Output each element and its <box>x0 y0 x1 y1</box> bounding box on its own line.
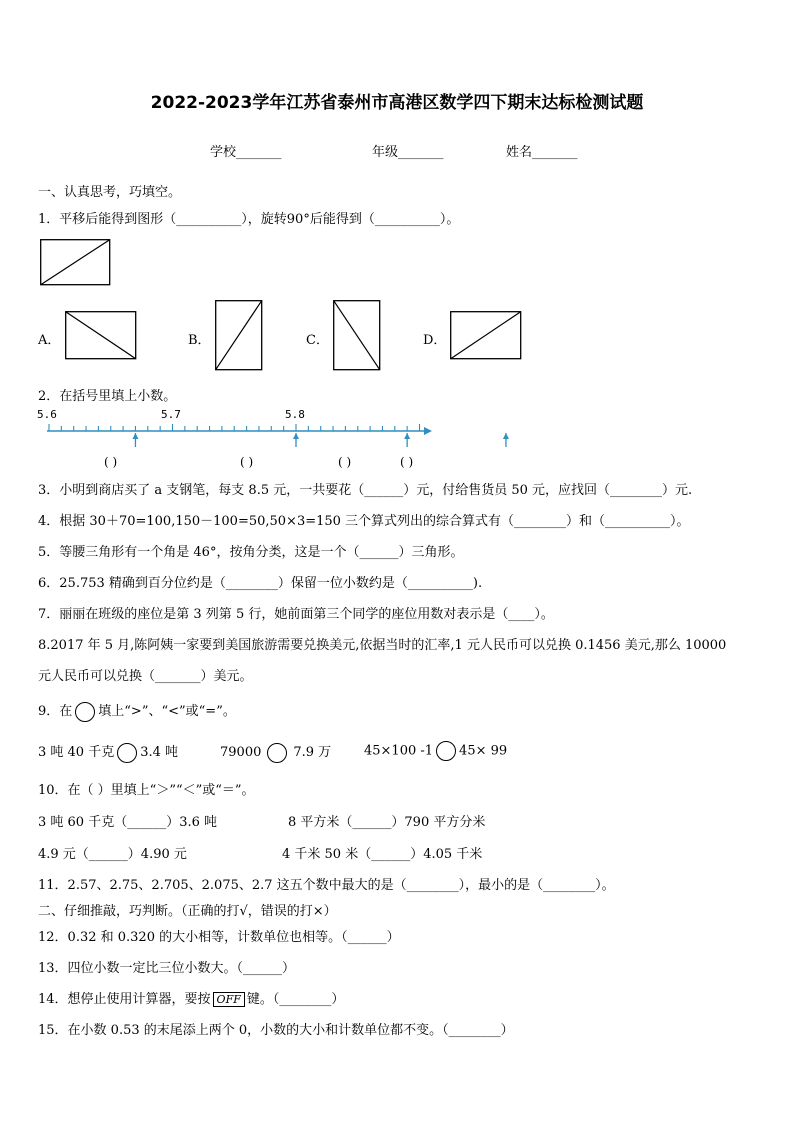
question-9-suffix: 填上“>”、“<”或“=”。 <box>98 704 236 719</box>
option-d-label: D． <box>423 333 447 348</box>
question-6: 6．25.753 精确到百分位约是（________）保留一位小数约是（__________). <box>38 576 483 591</box>
option-b-label: B． <box>188 333 211 348</box>
question-4: 4．根据 30＋70=100,150－100=50,50×3=150 三个算式列出的综合算式有（________）和（__________）。 <box>38 514 690 529</box>
grade-field[interactable]: 年级_______ <box>372 145 444 160</box>
page-title: 2022-2023学年江苏省泰州市高港区数学四下期末达标检测试题 <box>150 93 644 113</box>
q10-item-1: 3 吨 60 千克（______）3.6 吨 <box>38 815 218 830</box>
numberline-arrowhead-icon <box>424 427 432 435</box>
q9-item-2-right: 7.9 万 <box>293 745 332 760</box>
question-7: 7．丽丽在班级的座位是第 3 列第 5 行，她前面第三个同学的座位用数对表示是（____）。 <box>38 607 554 622</box>
numberline-blank-2[interactable]: ( ) <box>240 455 254 469</box>
off-key-icon: OFF <box>213 992 245 1007</box>
circle-blank-icon <box>75 702 95 722</box>
question-8-line-1: 8.2017 年 5 月,陈阿姨一家要到美国旅游需要兑换美元,依据当时的汇率,1 元人民币可以兑换 0.1456 美元,那么 10000 <box>38 638 727 653</box>
question-15: 15．在小数 0.53 的末尾添上两个 0，小数的大小和计数单位都不变。（________） <box>38 1023 514 1038</box>
question-10: 10．在（ ）里填上“＞”“＜”或“＝”。 <box>38 783 255 798</box>
question-8-line-2: 元人民币可以兑换（_______）美元。 <box>38 669 253 684</box>
question-11: 11．2.57、2.75、2.705、2.075、2.7 这五个数中最大的是（________），最小的是（________）。 <box>38 878 615 893</box>
question-14-suffix: 键。（________） <box>246 992 345 1007</box>
q9-item-1-circle[interactable] <box>117 743 137 763</box>
question-2: 2．在括号里填上小数。 <box>38 389 177 404</box>
question-3: 3．小明到商店买了 a 支钢笔，每支 8.5 元，一共要花（______）元，付给售货员 50 元，应找回（________）元. <box>38 483 693 498</box>
q10-item-3: 4.9 元（______）4.90 元 <box>38 847 187 862</box>
numberline-pointer-arrow-icon <box>404 433 410 439</box>
question-13: 13．四位小数一定比三位小数大。（______） <box>38 961 296 976</box>
question-9 <box>38 700 236 722</box>
question-1: 1．平移后能得到图形（__________），旋转90°后能得到（__________）。 <box>38 212 460 227</box>
q9-item-2-circle[interactable] <box>267 743 287 763</box>
option-a-label: A． <box>38 333 61 348</box>
question-5: 5．等腰三角形有一个角是 46°，按角分类，这是一个（______）三角形。 <box>38 545 464 560</box>
q10-item-4: 4 千米 50 米（______）4.05 千米 <box>282 847 483 862</box>
number-line <box>0 0 794 470</box>
numberline-label-5-7: 5.7 <box>161 408 181 421</box>
numberline-pointer-arrow-icon <box>132 433 138 439</box>
section-2-heading: 二、仔细推敲，巧判断。（正确的打√，错误的打×） <box>38 904 337 919</box>
name-field[interactable]: 姓名_______ <box>506 145 578 160</box>
q9-item-1 <box>38 741 178 763</box>
numberline-pointer-arrow-icon <box>293 433 299 439</box>
numberline-pointer-arrow-icon <box>503 433 509 439</box>
numberline-blank-4[interactable]: ( ) <box>400 455 414 469</box>
section-1-heading: 一、认真思考，巧填空。 <box>38 185 182 200</box>
question-9-prefix: 9．在 <box>38 704 73 719</box>
q9-item-3-left: 45×100 -1 <box>364 743 434 759</box>
q9-item-2 <box>220 741 331 763</box>
question-14 <box>38 988 344 1007</box>
question-14-prefix: 14．想停止使用计算器，要按 <box>38 992 211 1007</box>
numberline-blank-3[interactable]: ( ) <box>338 455 352 469</box>
q9-item-2-left: 79000 <box>220 745 262 760</box>
numberline-blank-1[interactable]: ( ) <box>104 455 118 469</box>
q9-item-3-circle[interactable] <box>436 741 456 761</box>
school-field[interactable]: 学校_______ <box>210 145 282 160</box>
q9-item-3-right: 45× 99 <box>459 743 508 759</box>
q9-item-1-right: 3.4 吨 <box>140 745 179 760</box>
numberline-label-5-6: 5.6 <box>37 408 57 421</box>
option-c-label: C． <box>306 333 329 348</box>
question-12: 12．0.32 和 0.320 的大小相等，计数单位也相等。（______） <box>38 930 400 945</box>
q9-item-3 <box>364 741 507 761</box>
numberline-label-5-8: 5.8 <box>285 408 305 421</box>
q10-item-2: 8 平方米（______）790 平方分米 <box>288 815 486 830</box>
q9-item-1-left: 3 吨 40 千克 <box>38 745 115 760</box>
